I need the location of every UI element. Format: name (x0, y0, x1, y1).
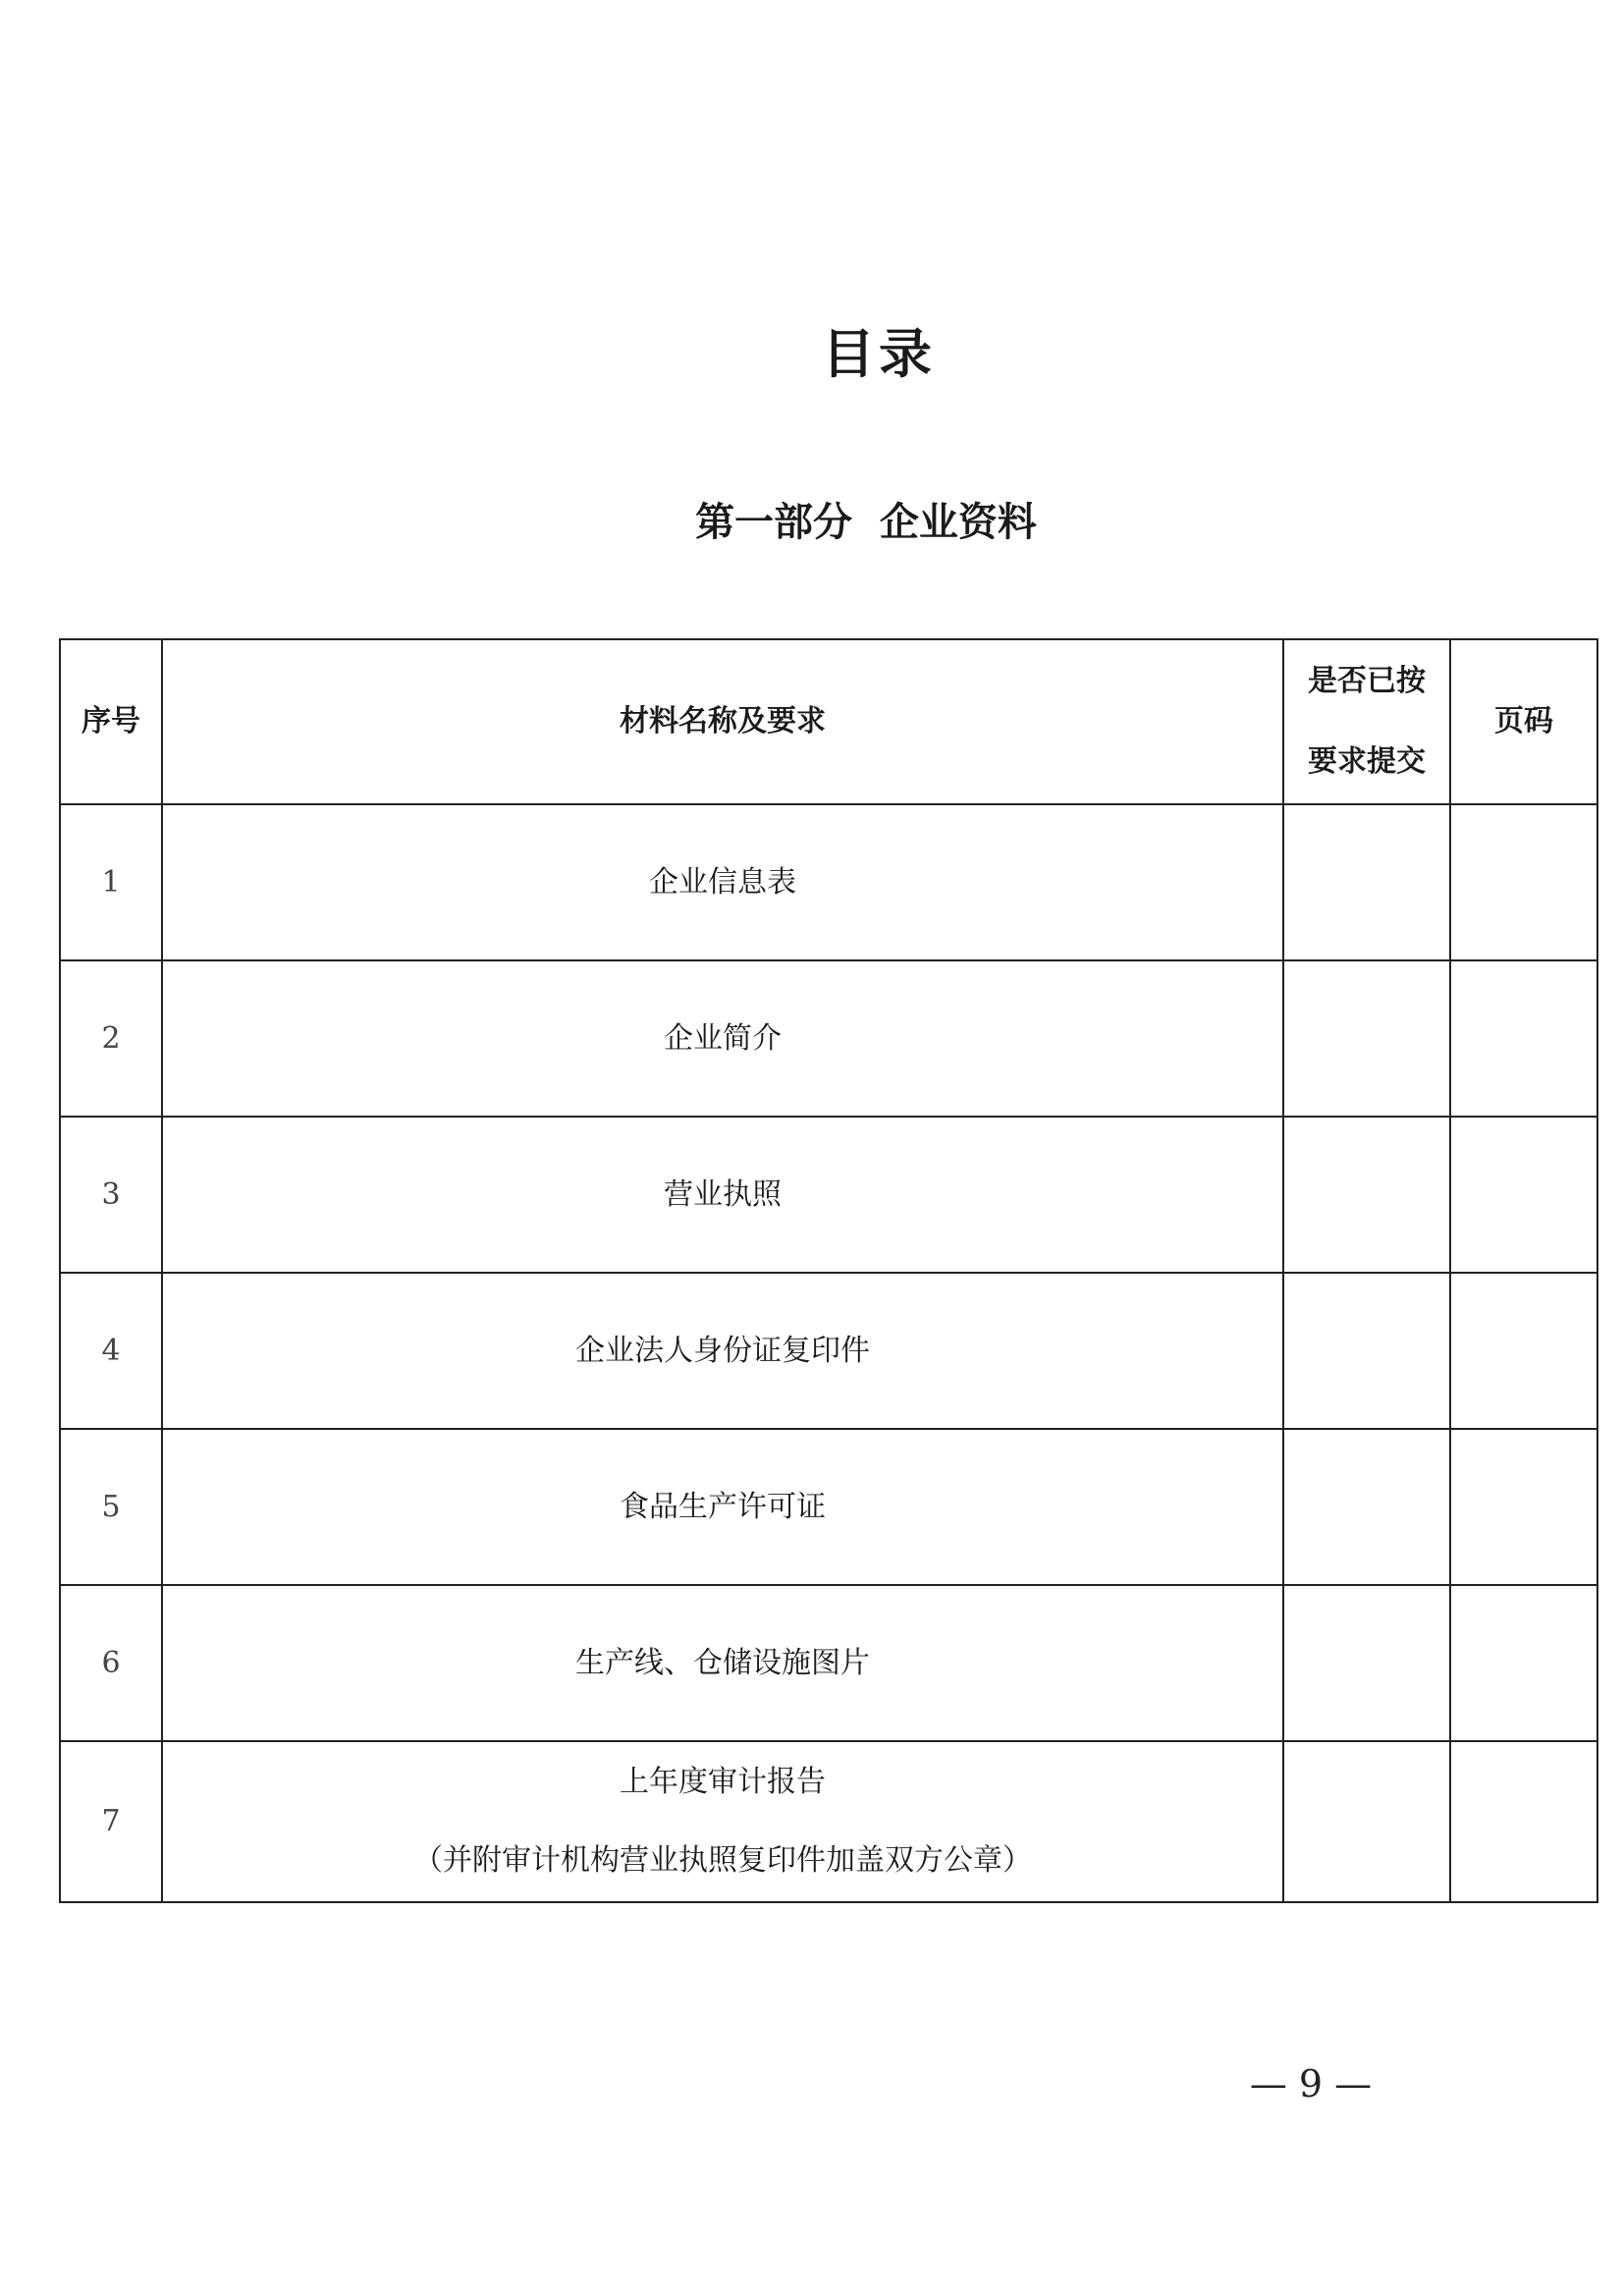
row-submitted (1283, 1585, 1450, 1741)
table-row (60, 1273, 1597, 1429)
row-page (1450, 804, 1597, 960)
row-name: 营业执照 (162, 1117, 1283, 1273)
row-note: （并附审计机构营业执照复印件加盖双方公章） (413, 1843, 1032, 1878)
page-number: — 9 — (1249, 2062, 1373, 2105)
header-row (60, 639, 1597, 804)
header-submitted (1283, 639, 1450, 804)
page-title: 目录 (822, 323, 936, 385)
row-no: 6 (60, 1585, 162, 1741)
toc-table (59, 638, 1598, 1903)
table-row (60, 1741, 1597, 1902)
row-page (1450, 1117, 1597, 1273)
row-submitted (1283, 804, 1450, 960)
header-page: 页码 (1450, 639, 1597, 804)
row-submitted (1283, 1273, 1450, 1429)
table-row (60, 960, 1597, 1117)
row-submitted (1283, 1117, 1450, 1273)
row-name: 食品生产许可证 (162, 1429, 1283, 1585)
header-submitted-line2: 要求提交 (1308, 744, 1426, 779)
table-body (60, 804, 1597, 1902)
table-row (60, 1585, 1597, 1741)
row-name: 企业法人身份证复印件 (162, 1273, 1283, 1429)
row-submitted (1283, 1741, 1450, 1902)
row-name: 生产线、仓储设施图片 (162, 1585, 1283, 1741)
row-submitted (1283, 1429, 1450, 1585)
table-row (60, 804, 1597, 960)
row-page (1450, 1585, 1597, 1741)
row-no: 7 (60, 1741, 162, 1902)
row-submitted (1283, 960, 1450, 1117)
table-row (60, 1429, 1597, 1585)
row-name: 上年度审计报告 (620, 1765, 826, 1799)
row-page (1450, 1429, 1597, 1585)
row-name: 企业简介 (162, 960, 1283, 1117)
section-title: 第一部分 企业资料 (695, 500, 1037, 545)
row-no: 1 (60, 804, 162, 960)
row-name-cell (162, 1741, 1283, 1902)
table-row (60, 1117, 1597, 1273)
row-no: 3 (60, 1117, 162, 1273)
row-page (1450, 960, 1597, 1117)
row-name: 企业信息表 (162, 804, 1283, 960)
row-no: 2 (60, 960, 162, 1117)
header-no: 序号 (60, 639, 162, 804)
row-no: 5 (60, 1429, 162, 1585)
table-header (60, 639, 1597, 804)
header-name: 材料名称及要求 (162, 639, 1283, 804)
row-page (1450, 1741, 1597, 1902)
row-page (1450, 1273, 1597, 1429)
row-no: 4 (60, 1273, 162, 1429)
header-submitted-line1: 是否已按 (1308, 664, 1426, 698)
